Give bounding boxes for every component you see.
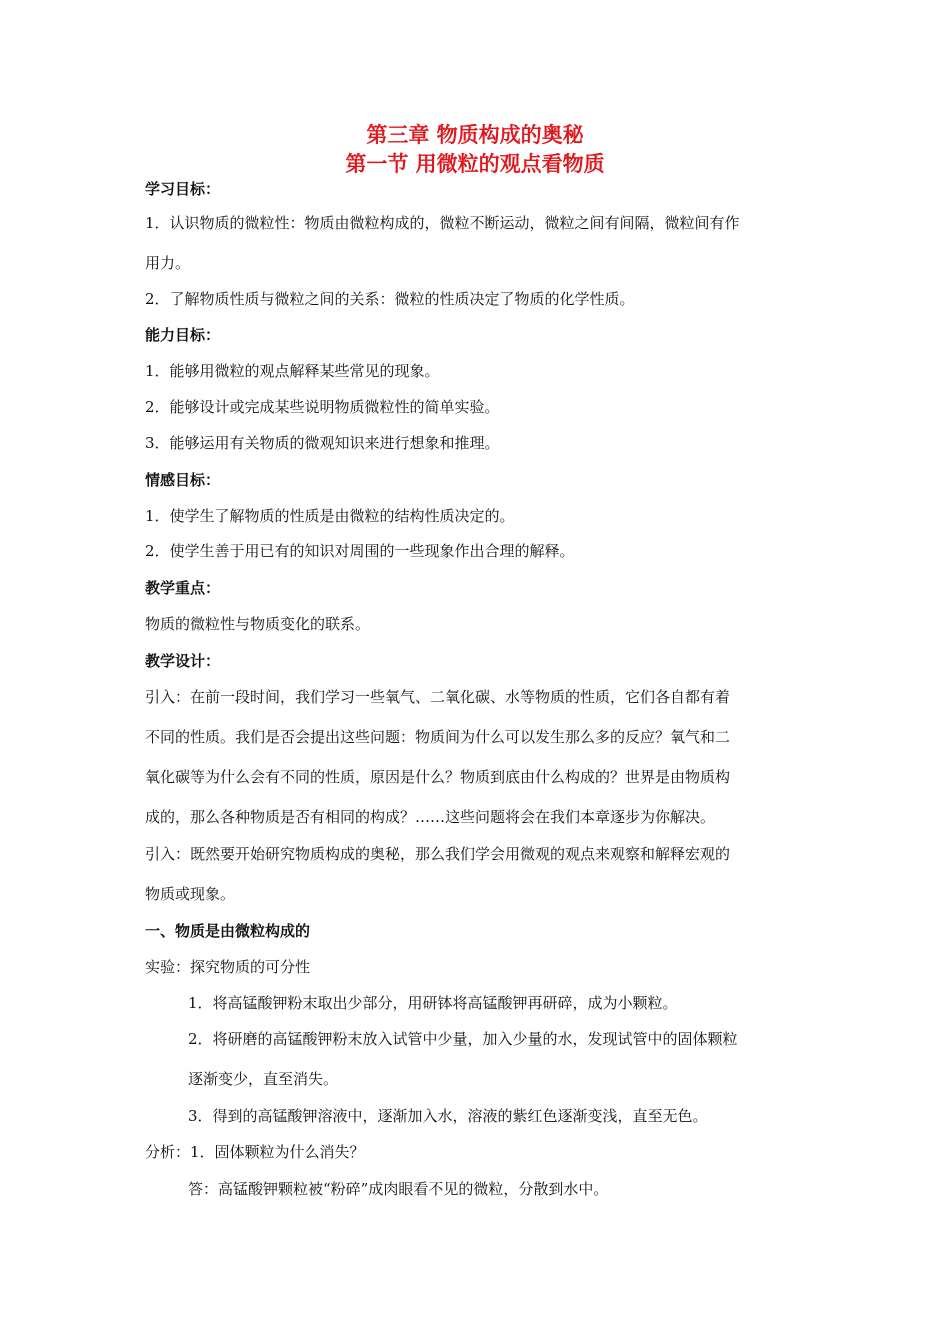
experiment-step-2-cont: 逐渐变少，直至消失。	[188, 1070, 339, 1088]
chapter-title: 第三章 物质构成的奥秘	[366, 123, 584, 147]
experiment-step-2: 2．将研磨的高锰酸钾粉末放入试管中少量，加入少量的水，发现试管中的固体颗粒	[188, 1030, 738, 1048]
heading-ability-goals: 能力目标：	[145, 326, 221, 344]
paragraph-line: 引入：既然要开始研究物质构成的奥秘，那么我们学会用微观的观点来观察和解释宏观的	[145, 845, 731, 863]
heading-learning-goals: 学习目标：	[145, 180, 221, 198]
paragraph-line: 成的，那么各种物质是否有相同的构成？……这些问题将会在我们本章逐步为你解决。	[145, 808, 716, 826]
paragraph-line: 用力。	[145, 254, 191, 272]
paragraph-line: 氧化碳等为什么会有不同的性质，原因是什么？物质到底由什么构成的？世界是由物质构	[145, 768, 731, 786]
paragraph-line: 2．使学生善于用已有的知识对周围的一些现象作出合理的解释。	[145, 542, 575, 560]
paragraph-line: 1．使学生了解物质的性质是由微粒的结构性质决定的。	[145, 507, 515, 525]
paragraph-line: 2．能够设计或完成某些说明物质微粒性的简单实验。	[145, 398, 500, 416]
heading-teaching-design: 教学设计：	[145, 652, 221, 670]
analysis-answer: 答：高锰酸钾颗粒被“粉碎”成肉眼看不见的微粒，分散到水中。	[188, 1180, 609, 1198]
heading-emotion-goals: 情感目标：	[145, 471, 221, 489]
heading-section-one: 一、物质是由微粒构成的	[145, 922, 311, 940]
paragraph-line: 引入：在前一段时间，我们学习一些氧气、二氧化碳、水等物质的性质，它们各自都有着	[145, 688, 731, 706]
paragraph-line: 物质或现象。	[145, 885, 236, 903]
paragraph-line: 3．能够运用有关物质的微观知识来进行想象和推理。	[145, 434, 500, 452]
paragraph-line: 实验：探究物质的可分性	[145, 958, 311, 976]
section-title: 第一节 用微粒的观点看物质	[345, 152, 605, 176]
experiment-step-3: 3．得到的高锰酸钾溶液中，逐渐加入水，溶液的紫红色逐渐变浅，直至无色。	[188, 1107, 708, 1125]
paragraph-line: 1．认识物质的微粒性：物质由微粒构成的，微粒不断运动，微粒之间有间隔，微粒间有作	[145, 214, 740, 232]
paragraph-line: 不同的性质。我们是否会提出这些问题：物质间为什么可以发生那么多的反应？氧气和二	[145, 728, 731, 746]
paragraph-line: 1．能够用微粒的观点解释某些常见的现象。	[145, 362, 440, 380]
paragraph-line: 物质的微粒性与物质变化的联系。	[145, 615, 371, 633]
experiment-step-1: 1．将高锰酸钾粉末取出少部分，用研钵将高锰酸钾再研碎，成为小颗粒。	[188, 994, 678, 1012]
paragraph-line: 2．了解物质性质与微粒之间的关系：微粒的性质决定了物质的化学性质。	[145, 290, 635, 308]
heading-teaching-focus: 教学重点：	[145, 579, 221, 597]
analysis-question: 分析：1．固体颗粒为什么消失？	[145, 1143, 365, 1161]
